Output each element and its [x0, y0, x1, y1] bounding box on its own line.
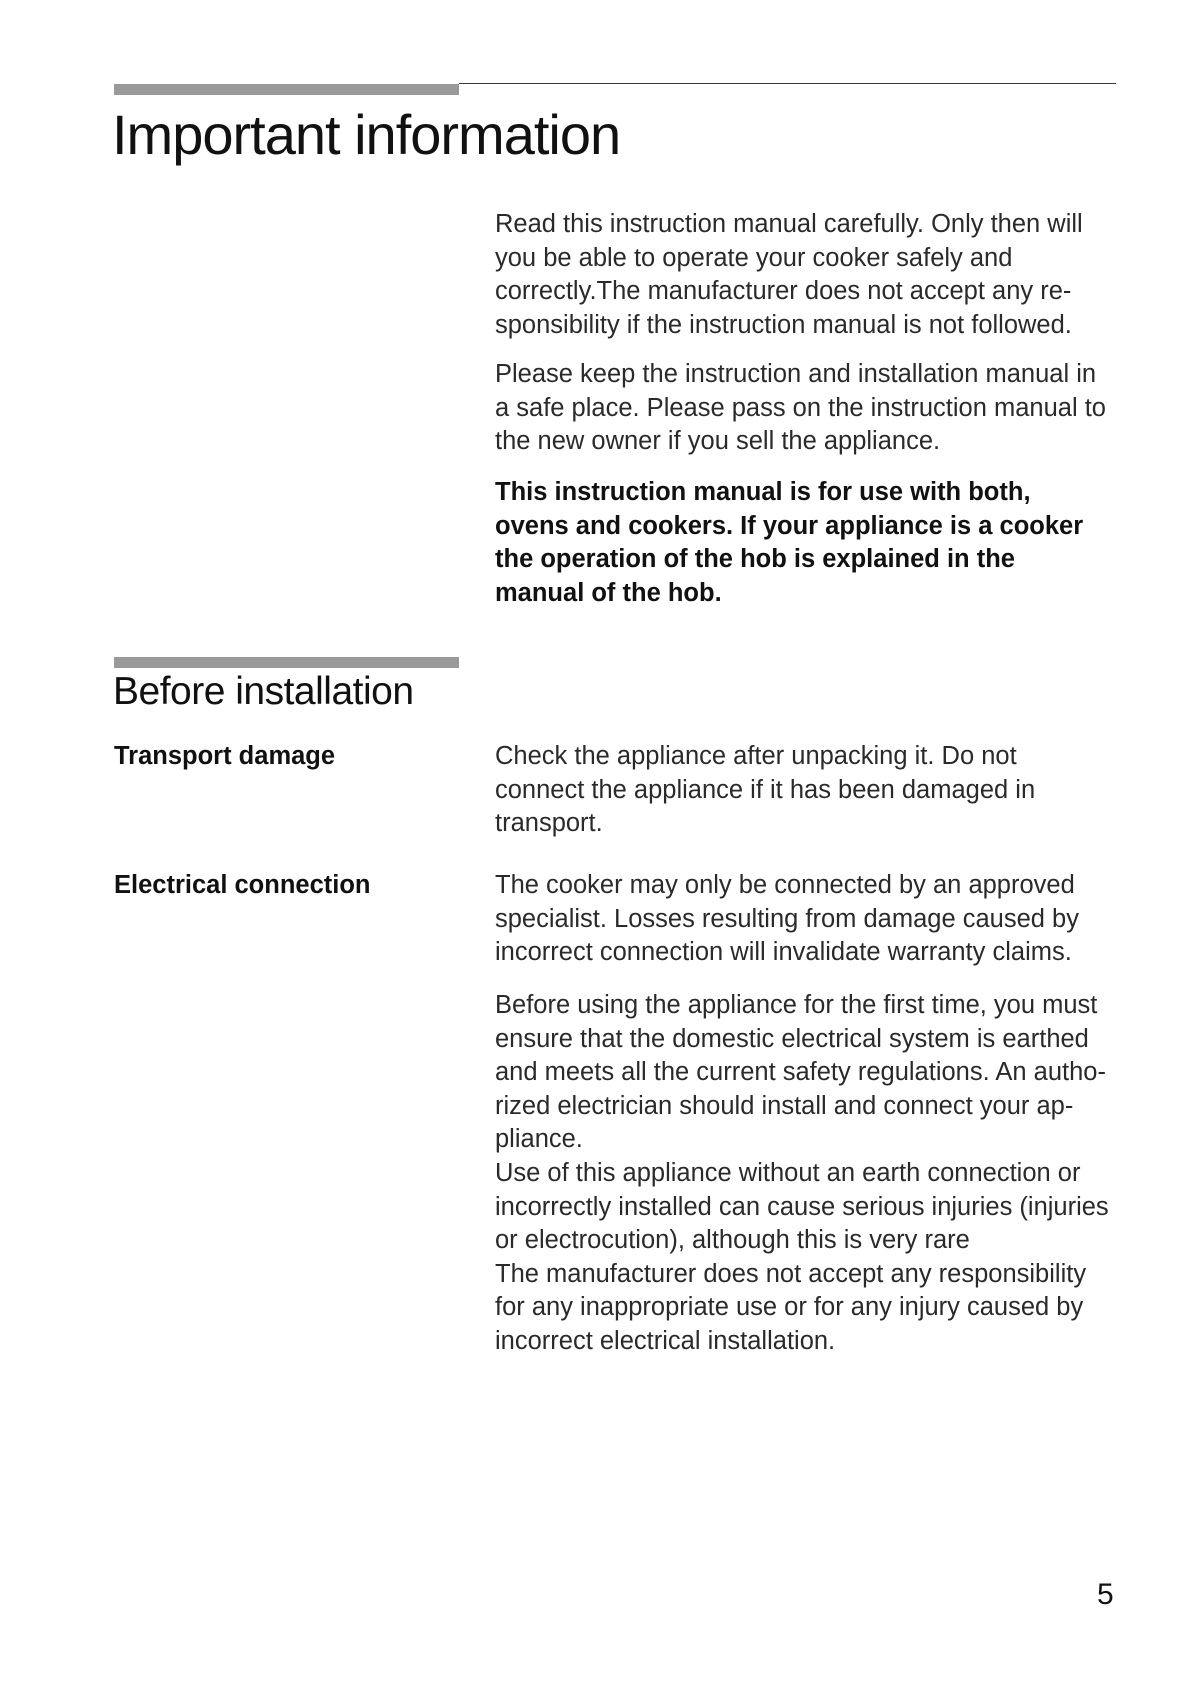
page-title: Important information: [112, 103, 621, 166]
transport-damage-paragraph: [495, 740, 1125, 841]
text-line: transport.: [495, 809, 603, 838]
text-line: manual of the hob.: [495, 578, 722, 607]
text-line: incorrect electrical installation.: [495, 1326, 836, 1355]
text-line: a safe place. Please pass on the instruction manual to: [495, 393, 1106, 422]
label-electrical-connection: Electrical connection: [114, 871, 371, 899]
header-rule-thick: [114, 84, 459, 95]
text-line: Please keep the instruction and installation manual in: [495, 360, 1097, 388]
text-line: for any inappropriate use or for any injury caused by: [495, 1293, 1084, 1322]
text-line: ensure that the domestic electrical system is earthed: [495, 1024, 1089, 1053]
text-line: specialist. Losses resulting from damage caused by: [495, 904, 1079, 933]
text-line: incorrect connection will invalidate warranty claims.: [495, 938, 1072, 967]
text-line: correctly.The manufacturer does not accept any re-: [495, 277, 1072, 306]
text-line: The manufacturer does not accept any responsibility: [495, 1259, 1087, 1288]
section-rule-thick: [114, 657, 459, 668]
electrical-connection-paragraph-2: [495, 989, 1125, 1359]
text-line: or electrocution), although this is very rare: [495, 1226, 970, 1255]
text-line: connect the appliance if it has been damaged in: [495, 775, 1036, 804]
text-line: ovens and cookers. If your appliance is a cooker: [495, 511, 1084, 540]
text-line: Check the appliance after unpacking it. Do not: [495, 742, 1017, 770]
text-line: Before using the appliance for the first time, you must: [495, 991, 1098, 1019]
intro-paragraph-1: [495, 208, 1125, 342]
page-number: 5: [1097, 1578, 1114, 1611]
text-line: the operation of the hob is explained in the: [495, 545, 1015, 574]
text-line: sponsibility if the instruction manual is not followed.: [495, 310, 1072, 339]
text-line: and meets all the current safety regulations. An autho-: [495, 1058, 1106, 1087]
text-line: you be able to operate your cooker safely and: [495, 243, 1013, 272]
intro-paragraph-2: [495, 358, 1125, 459]
intro-paragraph-3-bold: [495, 476, 1125, 610]
electrical-connection-paragraph-1: [495, 869, 1125, 970]
label-transport-damage: Transport damage: [114, 742, 336, 770]
text-line: Use of this appliance without an earth connection or: [495, 1158, 1081, 1187]
header-rule-thin: [459, 83, 1116, 84]
text-line: pliance.: [495, 1125, 583, 1154]
text-line: The cooker may only be connected by an approved: [495, 871, 1075, 899]
text-line: the new owner if you sell the appliance.: [495, 427, 941, 456]
text-line: Read this instruction manual carefully. Only then will: [495, 210, 1083, 238]
text-line: rized electrician should install and connect your ap-: [495, 1091, 1074, 1120]
text-line: This instruction manual is for use with both,: [495, 478, 1031, 506]
section-title-before-installation: Before installation: [113, 670, 414, 713]
text-line: incorrectly installed can cause serious injuries (injuries: [495, 1192, 1109, 1221]
